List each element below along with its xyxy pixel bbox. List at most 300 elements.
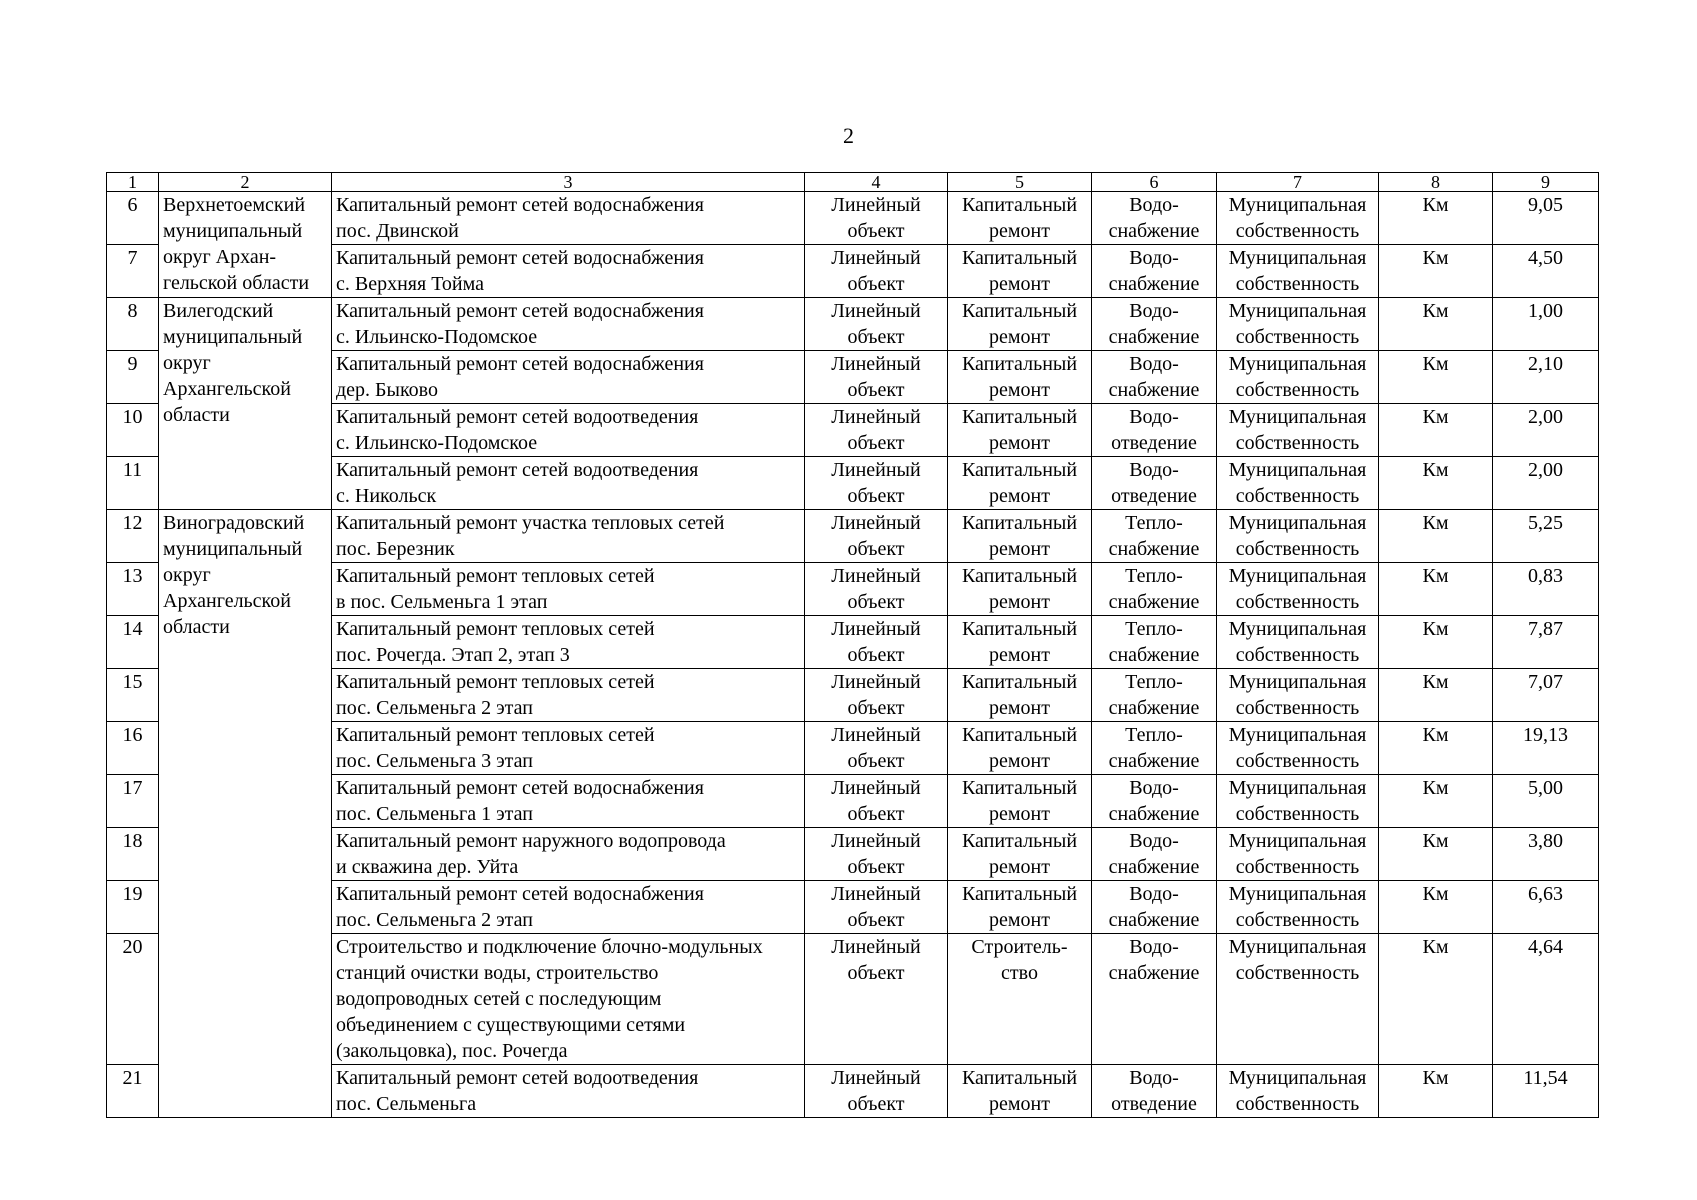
service-type [1092, 245, 1217, 298]
object-type-line: Линейный [831, 936, 921, 958]
service-type-line: снабжение [1108, 326, 1200, 348]
object-type-line: объект [847, 591, 905, 613]
service-type [1092, 404, 1217, 457]
service-type [1092, 828, 1217, 881]
service-type-line: Тепло- [1125, 618, 1183, 640]
region-name-line: области [163, 404, 230, 426]
work-type [948, 457, 1092, 510]
service-type [1092, 934, 1217, 1065]
object-name-line: Капитальный ремонт тепловых сетей [336, 671, 655, 693]
region-name-line: муниципальный [163, 326, 303, 348]
object-name-line: Капитальный ремонт сетей водоснабжения [336, 353, 704, 375]
ownership [1217, 828, 1379, 881]
object-type-line: Линейный [831, 512, 921, 534]
work-type-line: Капитальный [961, 883, 1078, 905]
region-name-line: Архангельской [163, 378, 291, 400]
object-name-line: Капитальный ремонт участка тепловых сетей [336, 512, 725, 534]
work-type-line: ремонт [989, 220, 1050, 242]
ownership [1217, 298, 1379, 351]
column-number-header-4: 4 [805, 173, 948, 192]
ownership-line: Муниципальная [1228, 353, 1367, 375]
object-type-line: объект [847, 220, 905, 242]
region-name [159, 298, 332, 510]
ownership-line: собственность [1235, 326, 1360, 348]
region-name-line: Вилегодский [163, 300, 274, 322]
service-type-line: снабжение [1108, 697, 1200, 719]
work-type-line: ремонт [989, 750, 1050, 772]
service-type-line: снабжение [1108, 644, 1200, 666]
ownership-line: Муниципальная [1228, 1067, 1367, 1089]
object-type [805, 934, 948, 1065]
unit: Км [1379, 404, 1493, 457]
row-number: 21 [107, 1065, 159, 1118]
service-type-line: Водо- [1129, 830, 1179, 852]
object-name-line: с. Ильинско-Подомское [336, 432, 538, 454]
work-type-line: Капитальный [961, 1067, 1078, 1089]
service-type-line: снабжение [1108, 856, 1200, 878]
object-name-line: Капитальный ремонт сетей водоотведения [336, 406, 699, 428]
service-type-line: Тепло- [1125, 512, 1183, 534]
object-type-line: Линейный [831, 777, 921, 799]
column-number-header-7: 7 [1217, 173, 1379, 192]
unit: Км [1379, 934, 1493, 1065]
table-row [107, 510, 1599, 563]
unit: Км [1379, 722, 1493, 775]
row-number: 15 [107, 669, 159, 722]
work-type [948, 616, 1092, 669]
object-name [332, 1065, 805, 1118]
column-number-header-3: 3 [332, 173, 805, 192]
object-name-line: Капитальный ремонт тепловых сетей [336, 724, 655, 746]
object-type-line: объект [847, 644, 905, 666]
unit: Км [1379, 563, 1493, 616]
object-type-line: Линейный [831, 830, 921, 852]
service-type-line: снабжение [1108, 273, 1200, 295]
object-name-line: с. Никольск [336, 485, 437, 507]
object-name [332, 616, 805, 669]
value: 2,00 [1493, 404, 1599, 457]
unit: Км [1379, 245, 1493, 298]
object-name-line: Капитальный ремонт сетей водоснабжения [336, 883, 704, 905]
ownership [1217, 192, 1379, 245]
object-name [332, 192, 805, 245]
work-type-line: Капитальный [961, 300, 1078, 322]
unit: Км [1379, 192, 1493, 245]
service-type-line: Водо- [1129, 777, 1179, 799]
object-type [805, 1065, 948, 1118]
column-number-header-2: 2 [159, 173, 332, 192]
service-type-line: снабжение [1108, 591, 1200, 613]
value: 11,54 [1493, 1065, 1599, 1118]
work-type [948, 722, 1092, 775]
object-name-line: пос. Березник [336, 538, 455, 560]
object-type-line: объект [847, 962, 905, 984]
service-type [1092, 722, 1217, 775]
ownership-line: собственность [1235, 644, 1360, 666]
ownership-line: собственность [1235, 220, 1360, 242]
object-name [332, 934, 805, 1065]
work-type-line: Капитальный [961, 406, 1078, 428]
object-type-line: Линейный [831, 459, 921, 481]
object-type-line: объект [847, 326, 905, 348]
ownership-line: собственность [1235, 962, 1360, 984]
work-type [948, 828, 1092, 881]
object-type-line: Линейный [831, 565, 921, 587]
object-type-line: объект [847, 273, 905, 295]
work-type-line: ремонт [989, 591, 1050, 613]
value: 4,64 [1493, 934, 1599, 1065]
service-type-line: отведение [1111, 1093, 1197, 1115]
object-name [332, 828, 805, 881]
unit: Км [1379, 669, 1493, 722]
service-type-line: снабжение [1108, 379, 1200, 401]
work-type-line: Капитальный [961, 194, 1078, 216]
work-type-line: Капитальный [961, 565, 1078, 587]
work-type-line: Капитальный [961, 724, 1078, 746]
row-number: 10 [107, 404, 159, 457]
ownership-line: Муниципальная [1228, 724, 1367, 746]
object-name-line: Строительство и подключение блочно-модульных [336, 936, 763, 958]
work-type-line: Капитальный [961, 777, 1078, 799]
value: 0,83 [1493, 563, 1599, 616]
region-name-line: муниципальный [163, 538, 303, 560]
work-type [948, 563, 1092, 616]
object-type-line: Линейный [831, 353, 921, 375]
ownership-line: Муниципальная [1228, 936, 1367, 958]
service-type-line: Водо- [1129, 300, 1179, 322]
service-type [1092, 616, 1217, 669]
object-type [805, 245, 948, 298]
service-type [1092, 669, 1217, 722]
ownership [1217, 775, 1379, 828]
service-type [1092, 351, 1217, 404]
object-name [332, 669, 805, 722]
ownership [1217, 510, 1379, 563]
object-type [805, 404, 948, 457]
service-type [1092, 775, 1217, 828]
objects-table [106, 172, 1599, 1118]
ownership-line: Муниципальная [1228, 830, 1367, 852]
work-type [948, 881, 1092, 934]
ownership-line: собственность [1235, 909, 1360, 931]
value: 19,13 [1493, 722, 1599, 775]
ownership-line: Муниципальная [1228, 565, 1367, 587]
work-type-line: ремонт [989, 644, 1050, 666]
work-type-line: Капитальный [961, 830, 1078, 852]
object-type [805, 616, 948, 669]
work-type [948, 245, 1092, 298]
unit: Км [1379, 1065, 1493, 1118]
work-type-line: ремонт [989, 856, 1050, 878]
object-type-line: объект [847, 750, 905, 772]
object-type-line: объект [847, 1093, 905, 1115]
value: 5,00 [1493, 775, 1599, 828]
object-type [805, 351, 948, 404]
work-type-line: ство [1001, 962, 1038, 984]
service-type [1092, 881, 1217, 934]
value: 1,00 [1493, 298, 1599, 351]
ownership [1217, 404, 1379, 457]
ownership [1217, 563, 1379, 616]
service-type-line: Водо- [1129, 247, 1179, 269]
region-name-line: округ [163, 352, 211, 374]
object-name-line: объединением с существующими сетями [336, 1014, 686, 1036]
work-type-line: Капитальный [961, 671, 1078, 693]
object-type-line: Линейный [831, 406, 921, 428]
column-number-header-5: 5 [948, 173, 1092, 192]
ownership-line: Муниципальная [1228, 194, 1367, 216]
object-name [332, 563, 805, 616]
value: 5,25 [1493, 510, 1599, 563]
region-name-line: округ [163, 564, 211, 586]
row-number: 11 [107, 457, 159, 510]
unit: Км [1379, 828, 1493, 881]
object-name [332, 457, 805, 510]
work-type-line: ремонт [989, 909, 1050, 931]
value: 9,05 [1493, 192, 1599, 245]
unit: Км [1379, 457, 1493, 510]
ownership [1217, 934, 1379, 1065]
service-type-line: снабжение [1108, 909, 1200, 931]
unit: Км [1379, 616, 1493, 669]
object-type-line: объект [847, 697, 905, 719]
region-name-line: Виноградовский [163, 512, 305, 534]
service-type-line: снабжение [1108, 220, 1200, 242]
service-type-line: снабжение [1108, 803, 1200, 825]
row-number: 18 [107, 828, 159, 881]
row-number: 14 [107, 616, 159, 669]
column-number-header-1: 1 [107, 173, 159, 192]
row-number: 12 [107, 510, 159, 563]
region-name-line: гельской области [163, 272, 310, 294]
object-type [805, 457, 948, 510]
service-type-line: Тепло- [1125, 565, 1183, 587]
work-type-line: ремонт [989, 803, 1050, 825]
ownership-line: Муниципальная [1228, 406, 1367, 428]
object-type-line: Линейный [831, 194, 921, 216]
unit: Км [1379, 298, 1493, 351]
row-number: 9 [107, 351, 159, 404]
service-type-line: снабжение [1108, 962, 1200, 984]
object-name-line: Капитальный ремонт сетей водоснабжения [336, 194, 704, 216]
work-type [948, 775, 1092, 828]
object-type-line: объект [847, 909, 905, 931]
value: 2,10 [1493, 351, 1599, 404]
object-type [805, 669, 948, 722]
row-number: 13 [107, 563, 159, 616]
work-type-line: ремонт [989, 697, 1050, 719]
object-type [805, 722, 948, 775]
object-name-line: Капитальный ремонт тепловых сетей [336, 618, 655, 640]
object-name-line: Капитальный ремонт сетей водоснабжения [336, 247, 704, 269]
object-name-line: с. Верхняя Тойма [336, 273, 485, 295]
table-body [107, 173, 1599, 1118]
object-name-line: пос. Сельменьга 1 этап [336, 803, 533, 825]
object-name-line: с. Ильинско-Подомское [336, 326, 538, 348]
object-name-line: пос. Сельменьга 2 этап [336, 909, 533, 931]
object-type-line: Линейный [831, 247, 921, 269]
service-type [1092, 192, 1217, 245]
service-type-line: снабжение [1108, 750, 1200, 772]
service-type-line: Водо- [1129, 936, 1179, 958]
work-type-line: Капитальный [961, 512, 1078, 534]
value: 3,80 [1493, 828, 1599, 881]
row-number: 6 [107, 192, 159, 245]
service-type-line: Водо- [1129, 459, 1179, 481]
object-type-line: Линейный [831, 300, 921, 322]
work-type [948, 298, 1092, 351]
service-type-line: Водо- [1129, 883, 1179, 905]
ownership-line: собственность [1235, 273, 1360, 295]
object-name [332, 881, 805, 934]
work-type-line: Капитальный [961, 247, 1078, 269]
object-type-line: объект [847, 485, 905, 507]
service-type-line: Водо- [1129, 1067, 1179, 1089]
object-type-line: объект [847, 803, 905, 825]
object-name-line: пос. Сельменьга 2 этап [336, 697, 533, 719]
object-name-line: (закольцовка), пос. Рочегда [336, 1040, 568, 1062]
ownership [1217, 351, 1379, 404]
object-name-line: и скважина дер. Уйта [336, 856, 519, 878]
work-type [948, 404, 1092, 457]
row-number: 8 [107, 298, 159, 351]
service-type-line: отведение [1111, 432, 1197, 454]
ownership-line: собственность [1235, 538, 1360, 560]
ownership-line: собственность [1235, 750, 1360, 772]
ownership [1217, 245, 1379, 298]
service-type [1092, 563, 1217, 616]
ownership-line: Муниципальная [1228, 671, 1367, 693]
ownership-line: Муниципальная [1228, 777, 1367, 799]
work-type-line: Капитальный [961, 353, 1078, 375]
object-name-line: Капитальный ремонт тепловых сетей [336, 565, 655, 587]
value: 2,00 [1493, 457, 1599, 510]
table-row [107, 192, 1599, 245]
object-type [805, 510, 948, 563]
object-name-line: Капитальный ремонт сетей водоснабжения [336, 777, 704, 799]
work-type-line: Капитальный [961, 618, 1078, 640]
work-type-line: ремонт [989, 432, 1050, 454]
column-number-header-9: 9 [1493, 173, 1599, 192]
row-number: 17 [107, 775, 159, 828]
service-type-line: Водо- [1129, 194, 1179, 216]
service-type-line: Водо- [1129, 353, 1179, 375]
object-name [332, 351, 805, 404]
service-type [1092, 298, 1217, 351]
service-type-line: Тепло- [1125, 724, 1183, 746]
object-name-line: пос. Сельменьга [336, 1093, 477, 1115]
work-type [948, 192, 1092, 245]
ownership-line: собственность [1235, 697, 1360, 719]
ownership-line: собственность [1235, 856, 1360, 878]
value: 6,63 [1493, 881, 1599, 934]
ownership-line: Муниципальная [1228, 300, 1367, 322]
object-name-line: Капитальный ремонт сетей водоотведения [336, 1067, 699, 1089]
object-type [805, 775, 948, 828]
ownership-line: собственность [1235, 803, 1360, 825]
service-type-line: снабжение [1108, 538, 1200, 560]
object-type [805, 563, 948, 616]
object-name-line: пос. Двинской [336, 220, 459, 242]
region-name-line: области [163, 616, 230, 638]
object-type-line: объект [847, 379, 905, 401]
unit: Км [1379, 881, 1493, 934]
region-name [159, 192, 332, 298]
region-name-line: Верхнетоемский [163, 194, 306, 216]
row-number: 16 [107, 722, 159, 775]
object-name-line: пос. Сельменьга 3 этап [336, 750, 533, 772]
service-type [1092, 510, 1217, 563]
ownership-line: собственность [1235, 1093, 1360, 1115]
work-type-line: Капитальный [961, 459, 1078, 481]
object-name-line: дер. Быково [336, 379, 438, 401]
work-type [948, 510, 1092, 563]
ownership [1217, 457, 1379, 510]
unit: Км [1379, 351, 1493, 404]
object-type-line: Линейный [831, 724, 921, 746]
ownership [1217, 722, 1379, 775]
column-number-header-6: 6 [1092, 173, 1217, 192]
work-type-line: ремонт [989, 326, 1050, 348]
object-name-line: станций очистки воды, строительство [336, 962, 659, 984]
object-name-line: в пос. Сельменьга 1 этап [336, 591, 548, 613]
object-name-line: Капитальный ремонт сетей водоснабжения [336, 300, 704, 322]
object-type [805, 828, 948, 881]
column-number-row [107, 173, 1599, 192]
object-name [332, 775, 805, 828]
object-type [805, 298, 948, 351]
object-name [332, 510, 805, 563]
object-name-line: пос. Рочегда. Этап 2, этап 3 [336, 644, 570, 666]
service-type-line: отведение [1111, 485, 1197, 507]
work-type-line: ремонт [989, 538, 1050, 560]
value: 4,50 [1493, 245, 1599, 298]
object-type-line: Линейный [831, 883, 921, 905]
ownership-line: Муниципальная [1228, 618, 1367, 640]
ownership-line: собственность [1235, 379, 1360, 401]
ownership-line: Муниципальная [1228, 883, 1367, 905]
object-name [332, 298, 805, 351]
object-type-line: объект [847, 856, 905, 878]
object-name-line: водопроводных сетей с последующим [336, 988, 662, 1010]
region-name-line: муниципальный [163, 220, 303, 242]
work-type [948, 934, 1092, 1065]
object-name-line: Капитальный ремонт наружного водопровода [336, 830, 726, 852]
region-name-line: Архангельской [163, 590, 291, 612]
ownership-line: Муниципальная [1228, 459, 1367, 481]
object-name [332, 245, 805, 298]
column-number-header-8: 8 [1379, 173, 1493, 192]
row-number: 20 [107, 934, 159, 1065]
work-type-line: ремонт [989, 1093, 1050, 1115]
object-type-line: Линейный [831, 1067, 921, 1089]
work-type-line: ремонт [989, 379, 1050, 401]
work-type-line: ремонт [989, 485, 1050, 507]
work-type [948, 669, 1092, 722]
object-type-line: объект [847, 538, 905, 560]
page-number: 2 [843, 123, 854, 148]
work-type [948, 1065, 1092, 1118]
ownership-line: собственность [1235, 432, 1360, 454]
row-number: 19 [107, 881, 159, 934]
ownership-line: собственность [1235, 591, 1360, 613]
object-type-line: Линейный [831, 671, 921, 693]
unit: Км [1379, 775, 1493, 828]
service-type-line: Тепло- [1125, 671, 1183, 693]
object-name-line: Капитальный ремонт сетей водоотведения [336, 459, 699, 481]
work-type-line: Строитель- [971, 936, 1068, 958]
value: 7,87 [1493, 616, 1599, 669]
